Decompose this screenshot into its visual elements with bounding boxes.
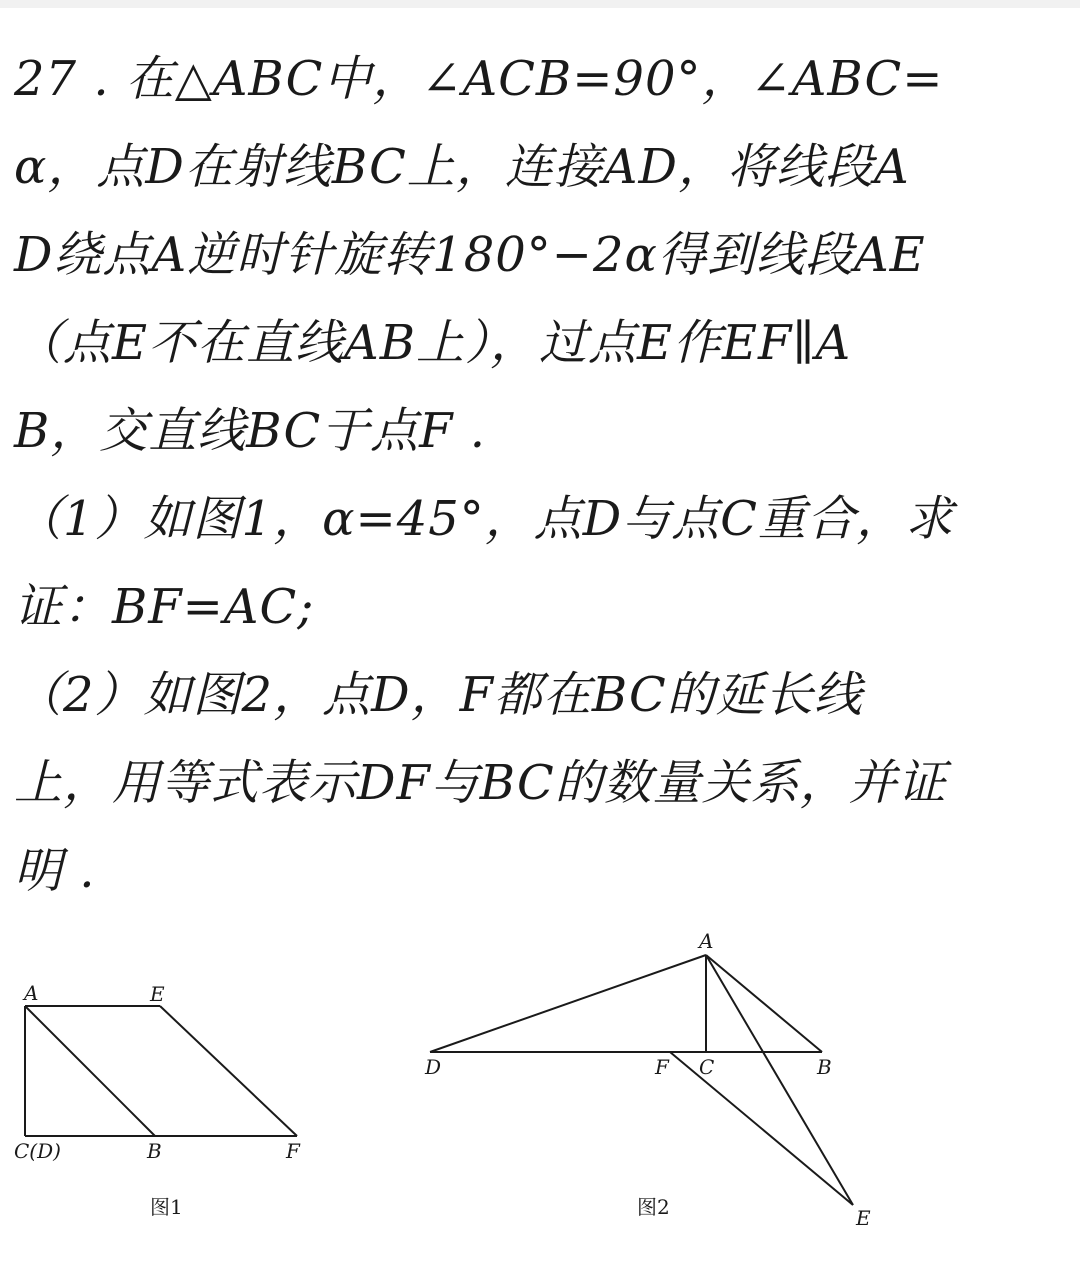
problem-line-8: （2）如图2，点D，F都在BC的延长线 bbox=[14, 667, 863, 723]
fig2-label-D: D bbox=[425, 1055, 442, 1079]
problem-line-10: 明 . bbox=[14, 843, 96, 899]
fig2-label-F: F bbox=[655, 1055, 669, 1079]
fig2-label-C: C bbox=[699, 1055, 715, 1079]
fig1-label-A: A bbox=[24, 981, 39, 1005]
fig2-segment-AB bbox=[706, 955, 822, 1052]
fig2-label-E: E bbox=[856, 1206, 871, 1230]
fig1-label-E: E bbox=[150, 982, 165, 1006]
fig1-label-CD: C(D) bbox=[14, 1139, 61, 1163]
fig1-label-B: B bbox=[147, 1139, 162, 1163]
figure-2 bbox=[424, 929, 871, 1230]
top-divider bbox=[0, 0, 1080, 8]
fig1-segment-EF bbox=[160, 1006, 297, 1136]
figures-area bbox=[0, 920, 1080, 1250]
fig2-label-A: A bbox=[699, 929, 714, 953]
problem-line-5: B，交直线BC于点F . bbox=[14, 403, 486, 459]
fig2-segment-AD bbox=[430, 955, 706, 1052]
problem-line-2: α，点D在射线BC上，连接AD，将线段A bbox=[14, 139, 910, 195]
problem-line-3: D绕点A逆时针旋转180°−2α得到线段AE bbox=[14, 227, 926, 283]
fig2-label-B: B bbox=[817, 1055, 832, 1079]
fig2-segment-AE bbox=[706, 955, 853, 1205]
problem-line-6: （1）如图1，α=45°，点D与点C重合，求 bbox=[14, 491, 955, 547]
figure-1 bbox=[14, 981, 301, 1219]
figures-svg bbox=[0, 920, 1080, 1250]
fig2-caption: 图2 bbox=[637, 1195, 670, 1219]
problem-line-1: 27 . 在△ABC中，∠ACB=90°，∠ABC= bbox=[14, 51, 944, 107]
problem-line-7: 证：BF=AC; bbox=[14, 579, 315, 635]
fig1-segment-AB bbox=[25, 1006, 155, 1136]
problem-line-9: 上，用等式表示DF与BC的数量关系，并证 bbox=[14, 755, 947, 811]
problem-line-4: （点E不在直线AB上），过点E作EF∥A bbox=[14, 315, 852, 371]
fig1-caption: 图1 bbox=[150, 1195, 183, 1219]
fig1-label-F: F bbox=[286, 1139, 300, 1163]
